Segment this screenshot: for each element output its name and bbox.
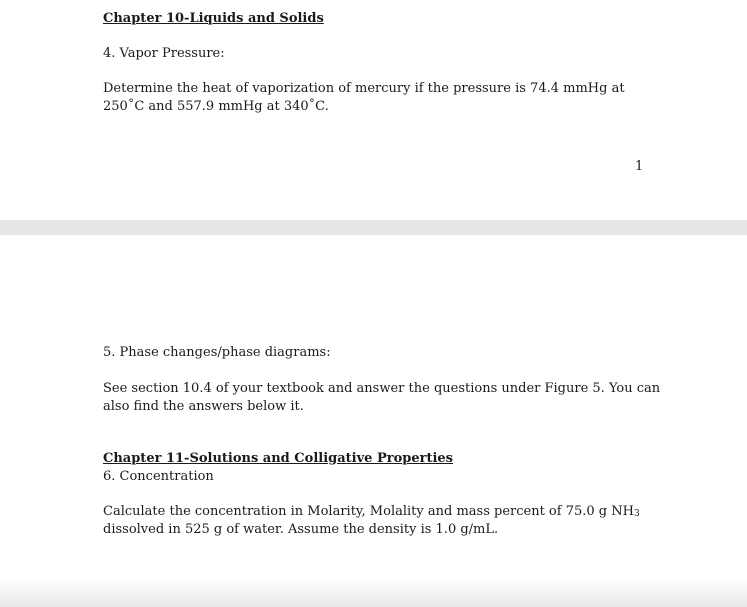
chapter-10-heading: Chapter 10-Liquids and Solids: [103, 11, 324, 26]
question-5-text-line-1: See section 10.4 of your textbook and answer the questions under Figure 5. You can: [103, 381, 661, 396]
bottom-scroll-fade: [0, 577, 747, 607]
question-5-title: 5. Phase changes/phase diagrams:: [103, 345, 331, 360]
question-4-text-line-2: 250˚C and 557.9 mmHg at 340˚C.: [103, 99, 329, 114]
question-6-title: 6. Concentration: [103, 469, 214, 484]
nh3-subscript: 3: [633, 509, 640, 519]
page-1: [0, 0, 747, 220]
page-number: 1: [635, 159, 644, 174]
page-2: [0, 235, 747, 607]
question-4-title: 4. Vapor Pressure:: [103, 46, 225, 61]
question-6-text-line-1: [103, 503, 640, 521]
question-5-text-line-2: also find the answers below it.: [103, 399, 304, 414]
question-4-text-line-1: Determine the heat of vaporization of mercury if the pressure is 74.4 mmHg at: [103, 81, 625, 96]
chapter-11-heading: Chapter 11-Solutions and Colligative Properties: [103, 451, 453, 466]
question-6-text-line-2: dissolved in 525 g of water. Assume the density is 1.0 g/mL.: [103, 522, 499, 537]
question-6-text-line-1-main: Calculate the concentration in Molarity, Molality and mass percent of 75.0 g NH: [103, 504, 634, 519]
page-separator: [0, 220, 747, 235]
